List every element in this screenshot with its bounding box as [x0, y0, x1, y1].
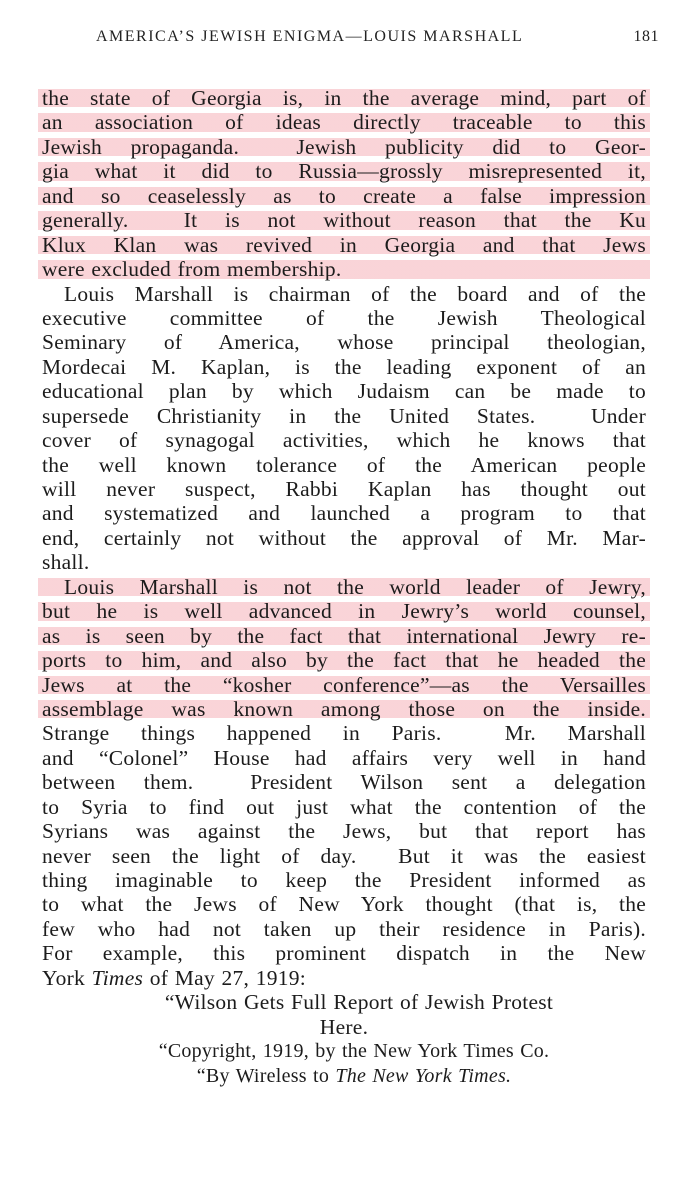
body-text — [42, 86, 646, 1088]
text-fragment: “By Wireless to — [196, 1064, 336, 1087]
text-line: and “Colonel” House had affairs very well in hand — [42, 745, 646, 770]
text-line: Jews at the “kosher conference”—as the Versailles — [38, 673, 650, 697]
text-line: generally. It is not without reason that the Ku — [38, 208, 650, 232]
text-line: an association of ideas directly traceable to this — [38, 110, 650, 134]
text-line: ports to him, and also by the fact that he headed the — [38, 648, 650, 672]
text-line: Klux Klan was revived in Georgia and that Jews — [38, 233, 650, 257]
quote-headline: “Wilson Gets Full Report of Jewish Protest — [164, 990, 554, 1015]
newspaper-title: The New York Times. — [335, 1064, 512, 1087]
text-line: gia what it did to Russia—grossly misrepresented it, — [38, 159, 650, 183]
paragraph-3 — [42, 575, 646, 990]
text-line: and systematized and launched a program to that — [42, 501, 646, 526]
text-line: assemblage was known among those on the inside. — [38, 697, 650, 721]
text-line: Syrians was against the Jews, but that report has — [42, 819, 646, 844]
text-line: but he is well advanced in Jewry’s world counsel, — [38, 599, 650, 623]
text-line: to Syria to find out just what the contention of the — [42, 794, 646, 819]
text-line: the state of Georgia is, in the average mind, part of — [38, 86, 650, 110]
text-fragment: of May 27, 1919: — [143, 965, 307, 990]
paragraph-2 — [42, 282, 646, 575]
quote-headline-cont: Here. — [319, 1014, 369, 1039]
text-line: the well known tolerance of the American people — [42, 452, 646, 477]
running-head — [96, 28, 659, 54]
text-line: supersede Christianity in the United States. Under — [42, 403, 646, 428]
text-line: Strange things happened in Paris. Mr. Marshall — [42, 721, 646, 746]
text-line: Jewish propaganda. Jewish publicity did to Geor- — [38, 135, 650, 159]
page-number: 181 — [633, 28, 659, 45]
quote-copyright: “Copyright, 1919, by the New York Times Co. — [158, 1040, 550, 1063]
text-line: cover of synagogal activities, which he knows that — [42, 428, 646, 453]
quoted-dispatch — [42, 990, 646, 1088]
text-line: and so ceaselessly as to create a false impression — [38, 184, 650, 208]
text-line: as is seen by the fact that international Jewry re- — [38, 624, 650, 648]
text-line: to what the Jews of New York thought (that is, the — [42, 892, 646, 917]
text-line: Mordecai M. Kaplan, is the leading exponent of an — [42, 354, 646, 379]
text-fragment: York — [42, 965, 92, 990]
text-line: end, certainly not without the approval of Mr. Mar- — [42, 525, 646, 550]
paragraph-1 — [42, 86, 646, 282]
text-line: never seen the light of day. But it was the easiest — [42, 843, 646, 868]
running-title: AMERICA’S JEWISH ENIGMA—LOUIS MARSHALL — [96, 28, 524, 45]
text-line — [42, 966, 646, 990]
text-line: shall. — [42, 550, 90, 575]
quote-byline — [42, 1064, 646, 1088]
text-line: were excluded from membership. — [38, 257, 650, 281]
text-line: For example, this prominent dispatch in the New — [42, 941, 646, 966]
text-line: Seminary of America, whose principal theologian, — [42, 330, 646, 355]
text-line: educational plan by which Judaism can be made to — [42, 379, 646, 404]
text-line: between them. President Wilson sent a delegation — [42, 770, 646, 795]
text-line: thing imaginable to keep the President informed as — [42, 868, 646, 892]
text-line: few who had not taken up their residence in Paris). — [42, 916, 646, 941]
text-line: Louis Marshall is chairman of the board and of the — [64, 281, 646, 306]
text-line: Louis Marshall is not the world leader of Jewry, — [38, 575, 650, 599]
newspaper-title: Times — [91, 965, 144, 990]
text-line: will never suspect, Rabbi Kaplan has thought out — [42, 477, 646, 501]
text-line: executive committee of the Jewish Theological — [42, 305, 646, 330]
